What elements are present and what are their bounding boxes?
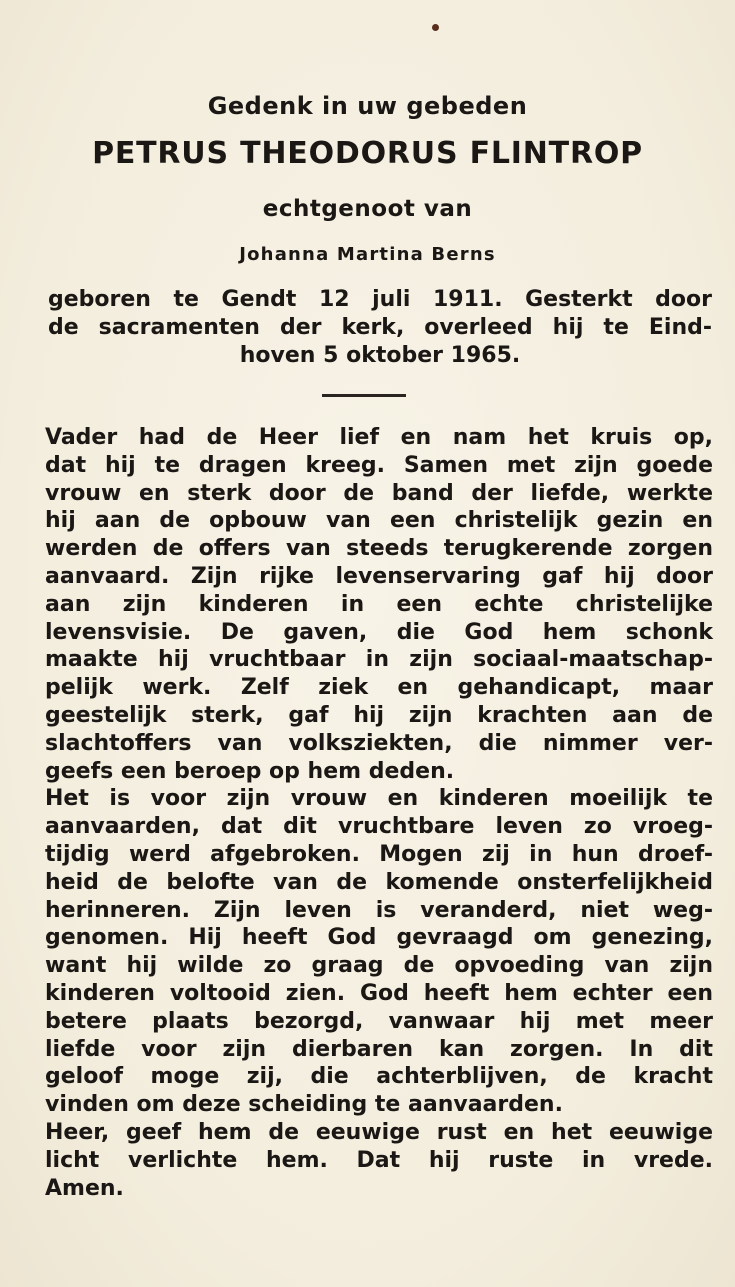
text-line: levensvisie. De gaven, die God hem schonk	[45, 619, 713, 645]
memorial-text	[45, 424, 713, 1202]
text-line: werden de offers van steeds terugkerende zorgen	[45, 536, 713, 562]
text-line: vinden om deze scheiding te aanvaarden.	[45, 1092, 563, 1118]
text-line: aan zijn kinderen in een echte christelijke	[45, 591, 713, 617]
text-line: dat hij te dragen kreeg. Samen met zijn goede	[45, 452, 713, 478]
text-line: Het is voor zijn vrouw en kinderen moeilijk te	[45, 786, 713, 812]
text-line: genomen. Hij heeft God gevraagd om genezing,	[45, 925, 713, 951]
deceased-name: PETRUS THEODORUS FLINTROP	[92, 136, 643, 171]
text-line: geefs een beroep op hem deden.	[45, 758, 455, 784]
intro-line: Gedenk in uw gebeden	[207, 92, 528, 120]
text-line: maakte hij vruchtbaar in zijn sociaal-maatschap-	[45, 647, 713, 673]
text-line: kinderen voltooid zien. God heeft hem echter een	[45, 980, 713, 1006]
text-line: geestelijk sterk, gaf hij zijn krachten aan de	[45, 702, 713, 728]
text-line: vrouw en sterk door de band der liefde, werkte	[45, 480, 713, 506]
bio-line: geboren te Gendt 12 juli 1911. Gesterkt door	[48, 287, 712, 312]
ink-speck	[432, 24, 439, 31]
divider-rule	[322, 394, 406, 397]
bio-line: de sacramenten der kerk, overleed hij te Eind-	[48, 314, 712, 340]
bio-line: hoven 5 oktober 1965.	[239, 342, 521, 368]
text-line: Vader had de Heer lief en nam het kruis op,	[45, 425, 713, 450]
text-line: herinneren. Zijn leven is veranderd, niet weg-	[45, 897, 713, 923]
text-line: slachtoffers van volksziekten, die nimmer ver-	[45, 730, 713, 756]
spouse-label: echtgenoot van	[262, 196, 473, 222]
text-line: hij aan de opbouw van een christelijk gezin en	[45, 508, 713, 534]
text-line: licht verlichte hem. Dat hij ruste in vrede.	[45, 1147, 713, 1173]
text-line: want hij wilde zo graag de opvoeding van zijn	[45, 953, 713, 979]
spouse-name: Johanna Martina Berns	[239, 244, 496, 265]
text-line: aanvaarden, dat dit vruchtbare leven zo vroeg-	[45, 814, 713, 840]
text-line: geloof moge zij, die achterblijven, de kracht	[45, 1064, 713, 1090]
text-line: Amen.	[45, 1175, 124, 1201]
text-line: liefde voor zijn dierbaren kan zorgen. In dit	[45, 1036, 713, 1062]
text-line: betere plaats bezorgd, vanwaar hij met meer	[45, 1008, 713, 1034]
text-line: heid de belofte van de komende onsterfelijkheid	[45, 869, 713, 895]
biography	[48, 286, 712, 369]
text-line: Heer, geef hem de eeuwige rust en het eeuwige	[45, 1119, 713, 1145]
text-line: aanvaard. Zijn rijke levenservaring gaf hij door	[45, 563, 713, 589]
text-line: tijdig werd afgebroken. Mogen zij in hun droef-	[45, 841, 713, 867]
text-line: pelijk werk. Zelf ziek en gehandicapt, maar	[45, 675, 713, 701]
